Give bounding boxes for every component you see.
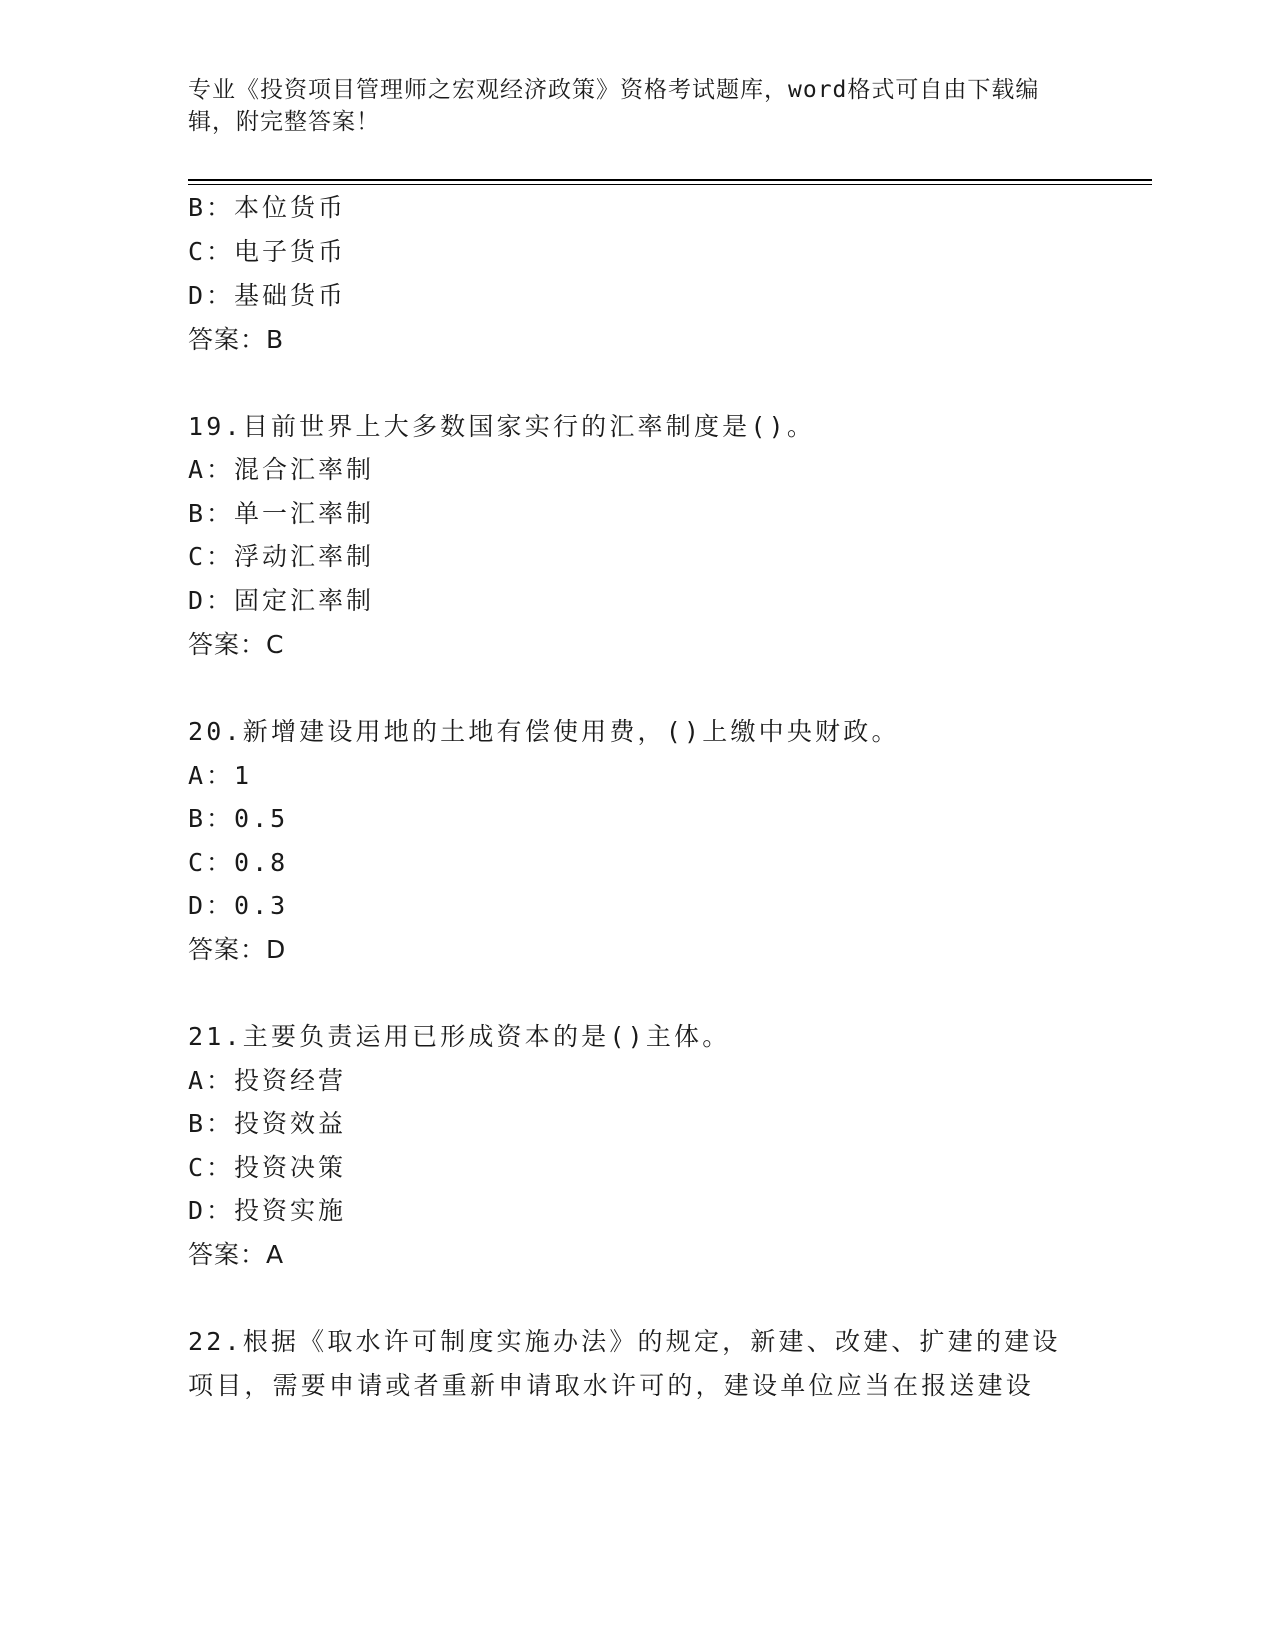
q20-option-b: B：0.5 bbox=[188, 804, 289, 833]
q19-option-a: A：混合汇率制 bbox=[188, 455, 375, 484]
header-divider-bottom bbox=[188, 184, 1152, 185]
header-divider-top bbox=[188, 179, 1152, 181]
q22-stem-line-1: 22.根据《取水许可制度实施办法》的规定，新建、改建、扩建的建设 bbox=[188, 1327, 1061, 1356]
q18-option-b: B：本位货币 bbox=[188, 193, 347, 222]
q19-option-b: B：单一汇率制 bbox=[188, 499, 375, 528]
header-line-2: 辑，附完整答案！ bbox=[188, 109, 380, 135]
q19-option-c: C：浮动汇率制 bbox=[188, 542, 375, 571]
q22-stem-line-2: 项目，需要申请或者重新申请取水许可的，建设单位应当在报送建设 bbox=[188, 1371, 1035, 1400]
q21-option-c: C：投资决策 bbox=[188, 1153, 347, 1182]
header-line-1: 专业《投资项目管理师之宏观经济政策》资格考试题库，word格式可自由下载编 bbox=[188, 77, 1040, 103]
q18-answer: 答案：B bbox=[188, 325, 285, 354]
q21-option-d: D：投资实施 bbox=[188, 1196, 347, 1225]
q19-answer: 答案：C bbox=[188, 630, 285, 659]
q21-option-a: A：投资经营 bbox=[188, 1066, 347, 1095]
q21-answer: 答案：A bbox=[188, 1240, 285, 1269]
q18-option-c: C：电子货币 bbox=[188, 237, 347, 266]
document-header bbox=[188, 74, 1068, 138]
q21-option-b: B：投资效益 bbox=[188, 1109, 347, 1138]
q20-option-a: A：1 bbox=[188, 761, 253, 790]
q21-stem: 21.主要负责运用已形成资本的是()主体。 bbox=[188, 1022, 731, 1051]
q19-stem: 19.目前世界上大多数国家实行的汇率制度是()。 bbox=[188, 412, 816, 441]
q20-option-d: D：0.3 bbox=[188, 891, 289, 920]
q20-answer: 答案：D bbox=[188, 935, 287, 964]
q20-option-c: C：0.8 bbox=[188, 848, 289, 877]
q18-option-d: D：基础货币 bbox=[188, 281, 347, 310]
q19-option-d: D：固定汇率制 bbox=[188, 586, 375, 615]
q20-stem: 20.新增建设用地的土地有偿使用费，()上缴中央财政。 bbox=[188, 717, 900, 746]
